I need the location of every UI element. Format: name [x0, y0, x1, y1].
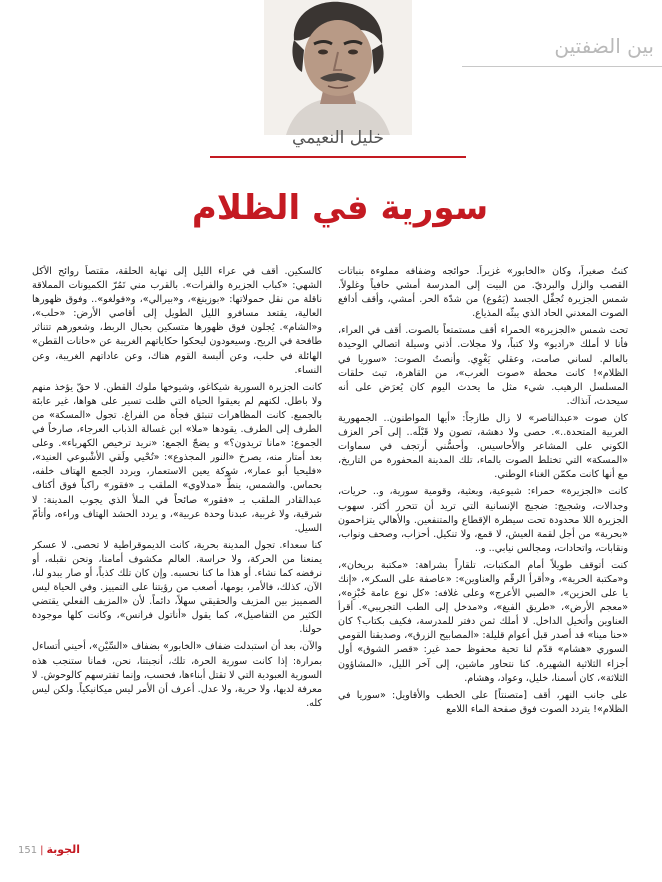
paragraph: كنا سعداء. تجول المدينة بحرية، كانت الديموقراطية لا تحصى. لا عسكر يمنعنا من الحركة، ولا حراسة. العالم مكشوف أمامنا، ونحن نقبله، أو نرفضه كما نشاء. أو هذا ما كنا نحسبه. وإن كان تلك كذباً، أو صار يبدو لنا، الآن، كذلك، فالأمر، يومها، أصعب من رؤيتنا على التمييز. وفي الحياة ليس الصمييز بين المزيف والحقيقي سهلاً، دائماً. لأن «المزيف الفعلي يقتضي الكثير من التفاصيل»، كما يقول «أناتول فرانس»، وكانت كلها موجودة حولنا.	[32, 539, 322, 636]
page-footer	[18, 843, 138, 856]
author-portrait-icon	[264, 0, 412, 135]
section-label: بين الضفتين	[554, 34, 654, 58]
author-name: خليل النعيمي	[292, 128, 384, 148]
paragraph: كانت الجزيرة السورية شيكاغو، وشيوخها ملوك القطن. لا حقّ يؤخذ منهم ولا باطل. لكنهم لم يعيقوا الحياة التي ظلت تسير على هواها، غير عابئة بالجميع. كانت المظاهرات تنبثق فجأة من الفراغ. تجول «المسكة» من الطرف إلى الطرف. يقودها «ملا» ابن غسالة الذباب العرجاء، صارخاً في الجموع: «مانا تريدون؟» و يضجّ الجمع: «نريد ترخيص الكهرباء». وعلى بعد أمتار منه، يصرخ «النور المجذوع»: «تُحْيي ولَقي الأشْبوعي العنيد»، «فليحيا أبو عمار»، شوكة يعين الاستعمار، ويردد الجمع الهتاف خلفه، بحماس. والشمس، ينطُّ «مدلاوي» الملقب بـ «فقور» راكباً فوق أكتاف عبدالقادر الملقب بـ «فقور» صائحاً في الملأ الذي يجوب المدينة: لا شرقية، ولا غربية، عبدنا وحدة عربية»، و يردد الحشد الهتاف وراءه، وأتأمّ السيل.	[32, 381, 322, 534]
article-column-left	[32, 265, 322, 845]
paragraph: كنتُ صغيراً، وكان «الخابور» غزيراً. حوائجه وضفافه مملوءة بنباتات القصب والزل والبرديّ. من البيت إلى المدرسة أمشي حافياً وغلولاً. شمس الجزيرة تُجفِّل الجسد (يَمُوع) من شدّة الحر. أمشي، وأقف أدافع الصوت المعدني الحاد الذي يبثّه المذياع.	[338, 266, 628, 320]
article-title: سورية في الظلام	[191, 188, 489, 228]
header-divider	[462, 66, 662, 67]
paragraph: كالسكين. أقف في عراء الليل إلى نهاية الحلقة، مقتصاً روائح الأُكل الشهي: «كباب الجزيرة والفرات». بالقرب مني تَمُرّ الكميونات المملاقة ناقلة من نقل حمولاتها: «بوزينغ»، و«بيرالي»، و«فولغو».. وفوق ظهورها العالية، يقتعد مسافرو الليل الطويل إلى أقاصي الأرض: «حلب»، و«الشام». يُجلون فوق ظهورها متسكين بحبال الربط، وشعورهم تتناثر طافحة في الريح. وسيعودون ليحكوا حكاياتهم الغريبة عن «حانات القطن» الهائلة في حلب، وعن ألبسة القوم هناك، وعن عاداتهم الغريبة، وعن النساء.	[32, 266, 322, 376]
magazine-name: الجوبة	[46, 843, 80, 856]
paragraph: كانت «الجزيرة» حمراء: شيوعية، وبعثية، وقومية سورية، و.. حريات، وجدالات، وشجيج: ضجيج الإنسانية التي تريد أن تتحرر أكثر. سهوب الجزيرة اللا محدودة تحت سيطرة الإقطاع والمتنفعين. والأهالي يتزاحمون «بحرية» من أجل لقمة العيش، لا قمع، ولا تنكيل. أحزاب، وصحف ونواب، ونقابات، واتحادات، ومجالس نيابي.. و..	[338, 486, 628, 554]
page-number: 151	[18, 845, 38, 856]
paragraph: كان صوت «عبدالناصر» لا زال طازجاً: «أيها المواطنون.. الجمهورية العربية المتحدة..». حصى ولا دهشة، تصون ولا قَبْلَه.. إلى آخر العزف الكوني على المشاعر والأحاسيس. وأحسُّني أرتجف في سماوات «المسكة» التي تختلط الصوت بالماء، تلك المدينة المحفورة من التاريخ، مع أنها كانت مكمّن الغناء الوطني.	[338, 412, 628, 481]
author-underline	[210, 156, 466, 158]
paragraph: كنت أتوقف طويلاً أمام المكتبات، تلقاراً بشراهة: «مكتبة بريخان»، و«مكتبة الحرية»، و«أقرأ الرقّم والعناوين»: «عاصفة على السكر»، «إنك يا على الحزين»، «الصبي الأعرج» وعلى غلافه: «كل نوع عامة خُبْزِه»، «معجم الأرض»، «طريق الفيغ»، و«مدخل إلى الطب التجريبي». أقرأ العناوين وأتخيل الداخل. لا أملك ثمن دفتر للمدرسة، فكيف بكتاب؟ كان «حنا مينا» قد أصدر قبل أعوام قليلة: «المصابيح الزرق»، وصديقنا القومي السوري «هشام» قدّم لنا تحية محفوظ حمد غير: «قصر الشوق» أول أجزاء الثلاثية الشهيرة. كنا نتحاور ماشين، إلى آخر الليل، «المشاؤون الثلاثة»، كان أسمنا، خليل، وعواد، وهشام.	[338, 559, 628, 684]
paragraph: تحت شمس «الجزيرة» الحمراء أقف مستمتعاً بالصوت. أقف في العراء، فأنا لا أملك «راديو» ولا كتباً، ولا مجلات. أذني وسيلة اتصالي الوحيدة بالعالم. لساني صامت، وعقلي يَغْوِي. وأنصتُ الصوت: «سوريا في الظلام»! كانت محطة «صوت العرب»، من القاهرة، تبث حلقات المسلسل الرهيب. شيء مثل ما يحدث اليوم كان يُعرَض على أنه سيحدث، آنذاك.	[338, 325, 628, 407]
paragraph: على جانب النهر، أقف [متصنتاً] على الخطب والأقاويل: «سوريا في الظلام»! يتردد الصوت فوق صفحة الماء اللامع	[338, 689, 628, 715]
article-column-right	[338, 265, 628, 845]
paragraph: والآن، بعد أن استبدلت ضفاف «الخابور» بضفاف «السِّيْن»، أحيني أتساءل بمرارة: إذا كانت سورية الحرة، تلك، أنجبتنا، نحن، فمانا ستنجب هذه السورية العبودية التي لا تقتل أبناءها، فحسب، وإنما تفترسهم كالوحوش. لا معرفة لديها، ولا حرية، ولا عدل. أعرف أن الأمر ليس ميكانيكياً. ولكن ليس كله.	[32, 641, 322, 709]
footer-separator: |	[40, 845, 44, 856]
author-photo	[264, 0, 412, 135]
